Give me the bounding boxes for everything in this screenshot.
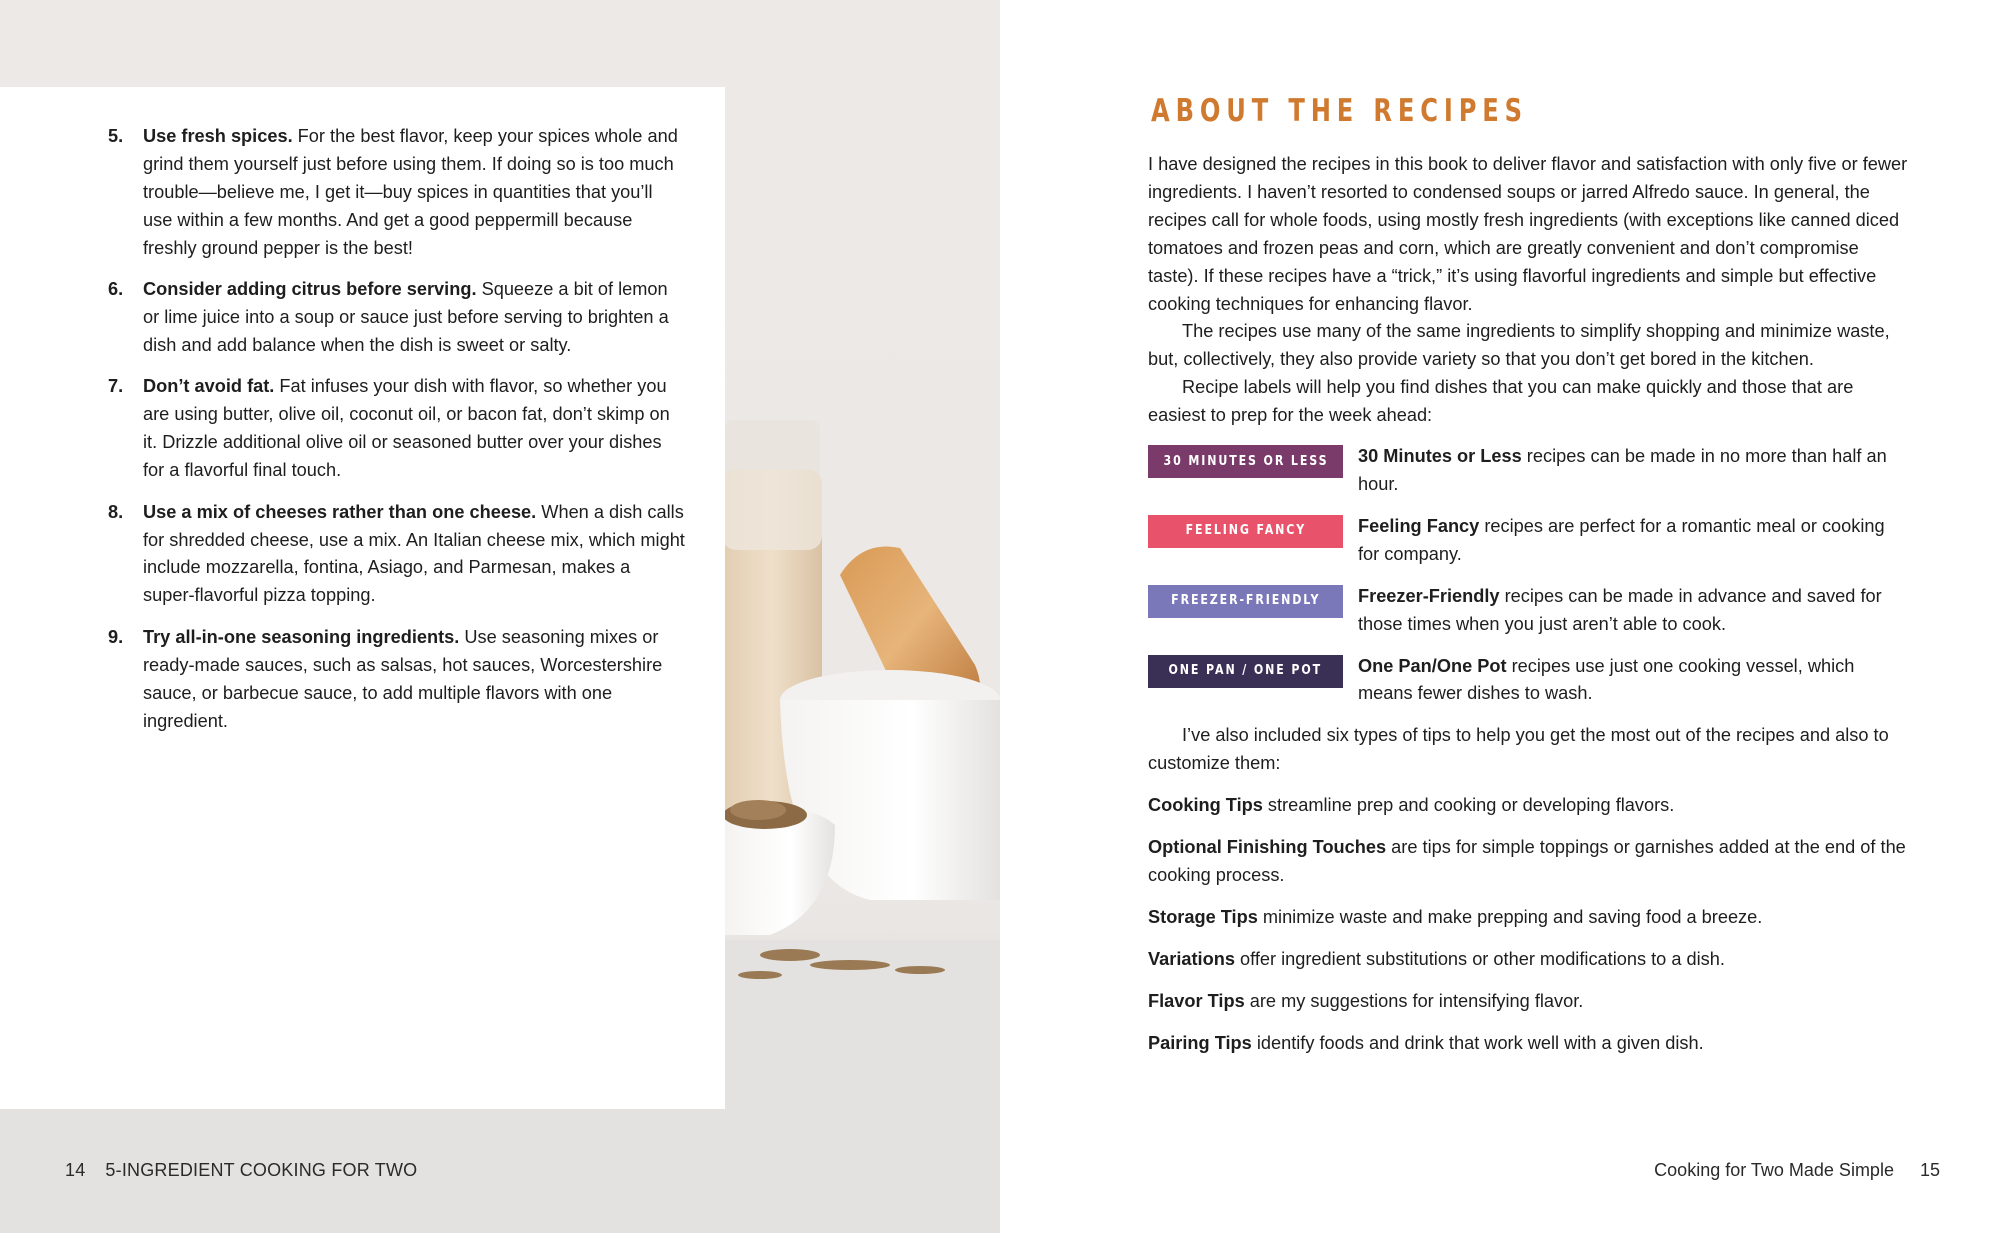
label-name: 30 Minutes or Less bbox=[1358, 446, 1522, 467]
right-folio bbox=[1654, 1160, 1940, 1181]
badge-text: ONE PAN / ONE POT bbox=[1168, 663, 1323, 679]
tip-type-name: Optional Finishing Touches bbox=[1148, 837, 1387, 858]
tip-lead: Try all-in-one seasoning ingredients. bbox=[143, 626, 460, 647]
label-description bbox=[1358, 513, 1908, 569]
label-description bbox=[1358, 443, 1908, 499]
tip-type-desc: are my suggestions for intensifying flavor. bbox=[1244, 990, 1584, 1011]
tip-type-item bbox=[1148, 834, 1908, 890]
tip-item bbox=[107, 373, 685, 485]
label-desc-text: recipes are perfect for a romantic meal or cooking for company. bbox=[1358, 515, 1885, 564]
recipe-label-row bbox=[1148, 513, 1908, 569]
tip-type-name: Pairing Tips bbox=[1148, 1032, 1252, 1053]
tip-text: Use seasoning mixes or ready-made sauces, such as salsas, hot sauces, Worcestershire sauce, or barbecue sauce, to add multiple flavors with one ingredient. bbox=[143, 626, 663, 731]
tip-text: For the best flavor, keep your spices whole and grind them yourself just before using them. If doing so is too much trouble—believe me, I get it—buy spices in quantities that you’ll use within a few months. And get a good peppermill because freshly ground pepper is the best! bbox=[143, 126, 678, 258]
tip-type-item bbox=[1148, 988, 1908, 1016]
tip-number: 6. bbox=[108, 279, 124, 300]
running-head-right: Cooking for Two Made Simple bbox=[1654, 1160, 1894, 1180]
tip-lead: Use fresh spices. bbox=[143, 126, 293, 146]
tip-item bbox=[107, 499, 685, 611]
label-desc-text: recipes can be made in no more than half an hour. bbox=[1358, 446, 1887, 494]
tip-type-name: Flavor Tips bbox=[1148, 990, 1245, 1011]
tip-type-name: Cooking Tips bbox=[1148, 795, 1263, 816]
tip-item bbox=[107, 624, 685, 736]
recipe-label-row bbox=[1148, 443, 1908, 499]
label-description bbox=[1358, 653, 1908, 709]
label-name: One Pan/One Pot bbox=[1358, 655, 1507, 676]
cooking-tips-list bbox=[107, 123, 685, 736]
tips-intro-paragraph: I’ve also included six types of tips to help you get the most out of the recipes and also to customize them: bbox=[1148, 725, 1889, 774]
running-head-left: 5-INGREDIENT COOKING FOR TWO bbox=[105, 1160, 418, 1180]
tip-text: Squeeze a bit of lemon or lime juice into a soup or sauce just before serving to brighten a dish and add balance when the dish is sweet or salty. bbox=[143, 279, 669, 355]
tip-number: 8. bbox=[108, 501, 124, 522]
tip-lead: Consider adding citrus before serving. bbox=[143, 279, 477, 300]
tip-number: 9. bbox=[108, 626, 124, 647]
label-badge-freezer-friendly bbox=[1148, 585, 1343, 618]
intro-paragraph: I have designed the recipes in this book to deliver flavor and satisfaction with only five or fewer ingredients. I haven’t resorted to condensed soups or jarred Alfredo sauce. In general, the recipes call for whole foods, using mostly fresh ingredients (with exceptions like canned diced tomatoes and frozen peas and corn, which are greatly convenient and don’t compromise taste). If these recipes have a “trick,” it’s using flavorful ingredients and simple but effective cooking techniques for enhancing flavor. bbox=[1148, 154, 1908, 314]
page-number-left: 14 bbox=[65, 1160, 86, 1180]
tip-type-item bbox=[1148, 1030, 1908, 1058]
label-badge-one-pan bbox=[1148, 655, 1343, 688]
tip-number: 5. bbox=[108, 126, 124, 146]
body-paragraph: Recipe labels will help you find dishes that you can make quickly and those that are easiest to prep for the week ahead: bbox=[1148, 377, 1854, 426]
tip-type-item bbox=[1148, 904, 1908, 932]
badge-text: FREEZER-FRIENDLY bbox=[1170, 593, 1321, 609]
tip-item bbox=[107, 276, 685, 360]
tip-type-desc: offer ingredient substitutions or other modifications to a dish. bbox=[1234, 948, 1725, 969]
body-paragraph: The recipes use many of the same ingredients to simplify shopping and minimize waste, but, collectively, they also provide variety so that you don’t get bored in the kitchen. bbox=[1148, 321, 1890, 370]
tip-type-desc: are tips for simple toppings or garnishes added at the end of the cooking process. bbox=[1148, 837, 1906, 885]
label-badge-feeling-fancy bbox=[1148, 515, 1343, 548]
tip-lead: Don’t avoid fat. bbox=[143, 376, 275, 397]
tip-lead: Use a mix of cheeses rather than one cheese. bbox=[143, 501, 537, 522]
tip-type-desc: identify foods and drink that work well with a given dish. bbox=[1251, 1032, 1704, 1053]
label-name: Feeling Fancy bbox=[1358, 515, 1480, 536]
tips-text-card bbox=[0, 87, 725, 1109]
recipe-labels-list bbox=[1148, 443, 1908, 708]
label-name: Freezer-Friendly bbox=[1358, 585, 1500, 606]
about-recipes-body bbox=[1148, 151, 1908, 1057]
recipe-label-row bbox=[1148, 653, 1908, 709]
tip-type-name: Variations bbox=[1148, 948, 1235, 969]
tip-item bbox=[107, 123, 685, 263]
tip-type-desc: streamline prep and cooking or developing flavors. bbox=[1262, 795, 1675, 816]
tip-type-item bbox=[1148, 792, 1908, 820]
left-folio bbox=[65, 1160, 417, 1181]
tip-text: When a dish calls for shredded cheese, use a mix. An Italian cheese mix, which might include mozzarella, fontina, Asiago, and Parmesan, makes a super-flavorful pizza topping. bbox=[143, 501, 685, 606]
label-desc-text: recipes can be made in advance and saved for those times when you just aren’t able to cook. bbox=[1358, 585, 1882, 634]
label-desc-text: recipes use just one cooking vessel, which means fewer dishes to wash. bbox=[1358, 655, 1855, 704]
tip-number: 7. bbox=[108, 376, 124, 397]
recipe-label-row bbox=[1148, 583, 1908, 639]
page-number-right: 15 bbox=[1919, 1160, 1940, 1180]
tip-type-name: Storage Tips bbox=[1148, 906, 1258, 927]
label-description bbox=[1358, 583, 1908, 639]
tip-type-desc: minimize waste and make prepping and saving food a breeze. bbox=[1257, 906, 1763, 927]
section-title: ABOUT THE RECIPES bbox=[1151, 93, 1528, 129]
label-badge-30-minutes bbox=[1148, 445, 1343, 478]
tip-text: Fat infuses your dish with flavor, so whether you are using butter, olive oil, coconut oil, or bacon fat, don’t skimp on it. Drizzle additional olive oil or seasoned butter over your dishes for a flavorful final touch. bbox=[143, 376, 670, 481]
badge-text: FEELING FANCY bbox=[1185, 523, 1306, 539]
tip-type-item bbox=[1148, 946, 1908, 974]
badge-text: 30 MINUTES OR LESS bbox=[1163, 453, 1328, 469]
right-page bbox=[1000, 0, 2000, 1233]
